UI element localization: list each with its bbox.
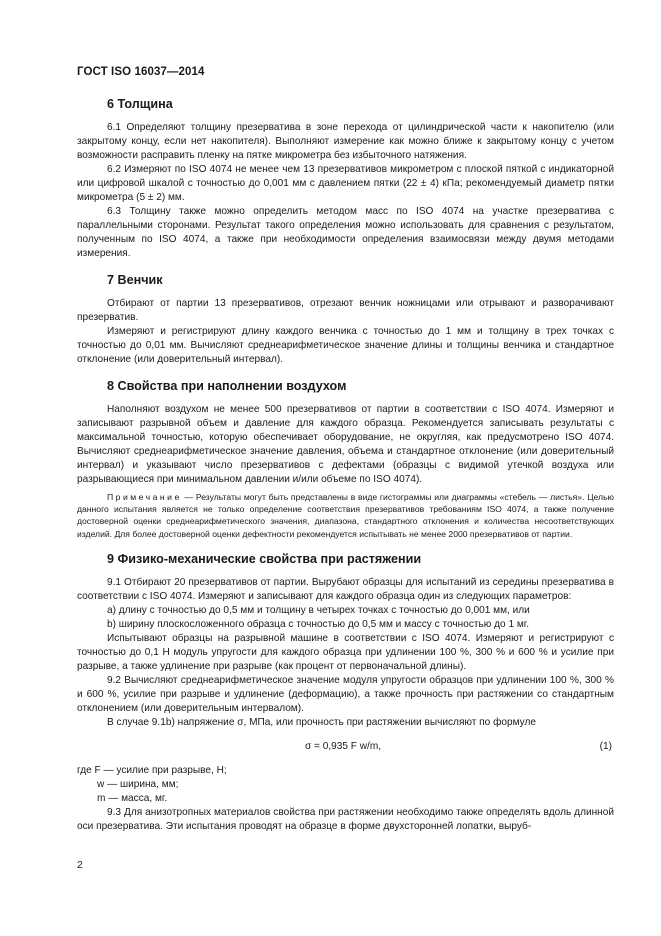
legend-f: где F — усилие при разрыве, Н; [77, 764, 227, 776]
paragraph-6-1: 6.1 Определяют толщину презерватива в зоне перехода от цилиндрической части к накопителю (или закрытому концу, если нет накопителя). Выполняют измерение как можно ближе к закрытому концу с учетом возможности расправить пленку на пятке микрометра без избыточного натяжения. [77, 122, 614, 161]
paragraph-7-2: Измеряют и регистрируют длину каждого венчика с точностью до 1 мм и толщину в трех точках с точностью до 0,01 мм. Вычисляют среднеарифметическое значение длины и толщины венчика и стандартное отклонение (или доверительный интервал). [77, 326, 614, 365]
formula-legend [77, 764, 614, 806]
paragraph-9-2: 9.2 Вычисляют среднеарифметическое значение модуля упругости образцов при удлинении 100 %, 300 % и 600 %, усилие при разрыве и удлинение (деформацию), а также прочность при растяжении со стандартным отклонением (или доверительным интервалом). [77, 674, 614, 714]
section-7-heading: 7 Венчик [107, 273, 163, 287]
paragraph-9-3: 9.3 Для анизотропных материалов свойства при растяжении необходимо также определять вдоль длинной оси презерватива. Эти испытания проводят на образце в форме двухсторонней лопатки, выруб- [77, 806, 614, 832]
formula-expression: σ = 0,935 F w/m, [305, 740, 382, 752]
parameter-list [77, 604, 614, 632]
list-item-b: b) ширину плоскосложенного образца с точностью до 0,5 мм и массу с точностью до 1 мг. [107, 618, 530, 630]
formula-1 [77, 740, 614, 754]
list-item-a: a) длину с точностью до 0,5 мм и толщину в четырех точках с точностью до 0,001 мм, или [107, 604, 530, 616]
legend-w: w — ширина, мм; [97, 778, 179, 790]
note-label: Примечание [107, 492, 182, 502]
document-header: ГОСТ ISO 16037—2014 [77, 66, 205, 78]
paragraph-9-formula-intro: В случае 9.1b) напряжение σ, МПа, или прочность при растяжении вычисляют по формуле [107, 716, 536, 728]
paragraph-6-2: 6.2 Измеряют по ISO 4074 не менее чем 13 презервативов микрометром с плоской пяткой с индикаторной или цифровой шкалой с точностью до 0,001 мм с давлением пятки (22 ± 4) кПа; рекомендуемый диаметр пятки микрометра (5 ± 2) мм. [77, 164, 614, 203]
legend-m: m — масса, мг. [97, 792, 168, 804]
section-9-heading: 9 Физико-механические свойства при растяжении [107, 551, 422, 566]
section-8-heading: 8 Свойства при наполнении воздухом [107, 379, 347, 393]
note-text: — Результаты могут быть представлены в виде гистограммы или диаграммы «стебель — листья». Целью данного испытания является не только определение соответствия презервативов требованиям ISO 4074, а также получение достоверной оценки среднеарифметического значения, диапазона, стандартного отклонения и количества несоответствующих изделий. Для более достоверной оценки дефектности рекомендуется испытывать не менее 2000 презервативов от партии. [77, 492, 614, 539]
section-6-heading: 6 Толщина [107, 97, 173, 111]
formula-number: (1) [599, 740, 612, 752]
paragraph-7-1: Отбирают от партии 13 презервативов, отрезают венчик ножницами или отрывают и разворачивают презерватив. [77, 298, 614, 323]
paragraph-9-1: 9.1 Отбирают 20 презервативов от партии. Вырубают образцы для испытаний из середины презерватива в соответствии с ISO 4074. Измеряют и записывают для каждого образца один из следующих параметров: [77, 576, 614, 602]
paragraph-9-1-test: Испытывают образцы на разрывной машине в соответствии с ISO 4074. Измеряют и регистрируют с точностью до 0,1 Н модуль упругости для каждого образца при удлинении 100 %, 300 % и 600 % и усилие при разрыве, а также удлинение при разрыве (как процент от первоначальной длины). [77, 632, 614, 672]
paragraph-8-1: Наполняют воздухом не менее 500 презервативов от партии в соответствии с ISO 4074. Измеряют и записывают разрывной объем и давление для каждого образца. Рекомендуется записывать результаты с максимальной точностью, которую обеспечивает оборудование, не округляя, как предусмотрено ISO 4074. Вычисляют среднеарифметическое значение давления, объема и стандартное отклонение (или доверительный интервал) и указывают число презервативов с дефектами (образцы с видимой утечкой воздуха или разрывающиеся при минимальном давлении и/или объеме по ISO 4074). [77, 404, 614, 485]
document-body [77, 94, 614, 834]
note-8 [77, 491, 614, 540]
paragraph-6-3: 6.3 Толщину также можно определить методом масс по ISO 4074 на участке презерватива с параллельными сторонами. Результат такого определения можно использовать для сравнения с результатом, полученным по ISO 4074, а также при необходимости определения взаимосвязи между двумя методами измерения. [77, 206, 614, 259]
page-number: 2 [77, 859, 83, 871]
